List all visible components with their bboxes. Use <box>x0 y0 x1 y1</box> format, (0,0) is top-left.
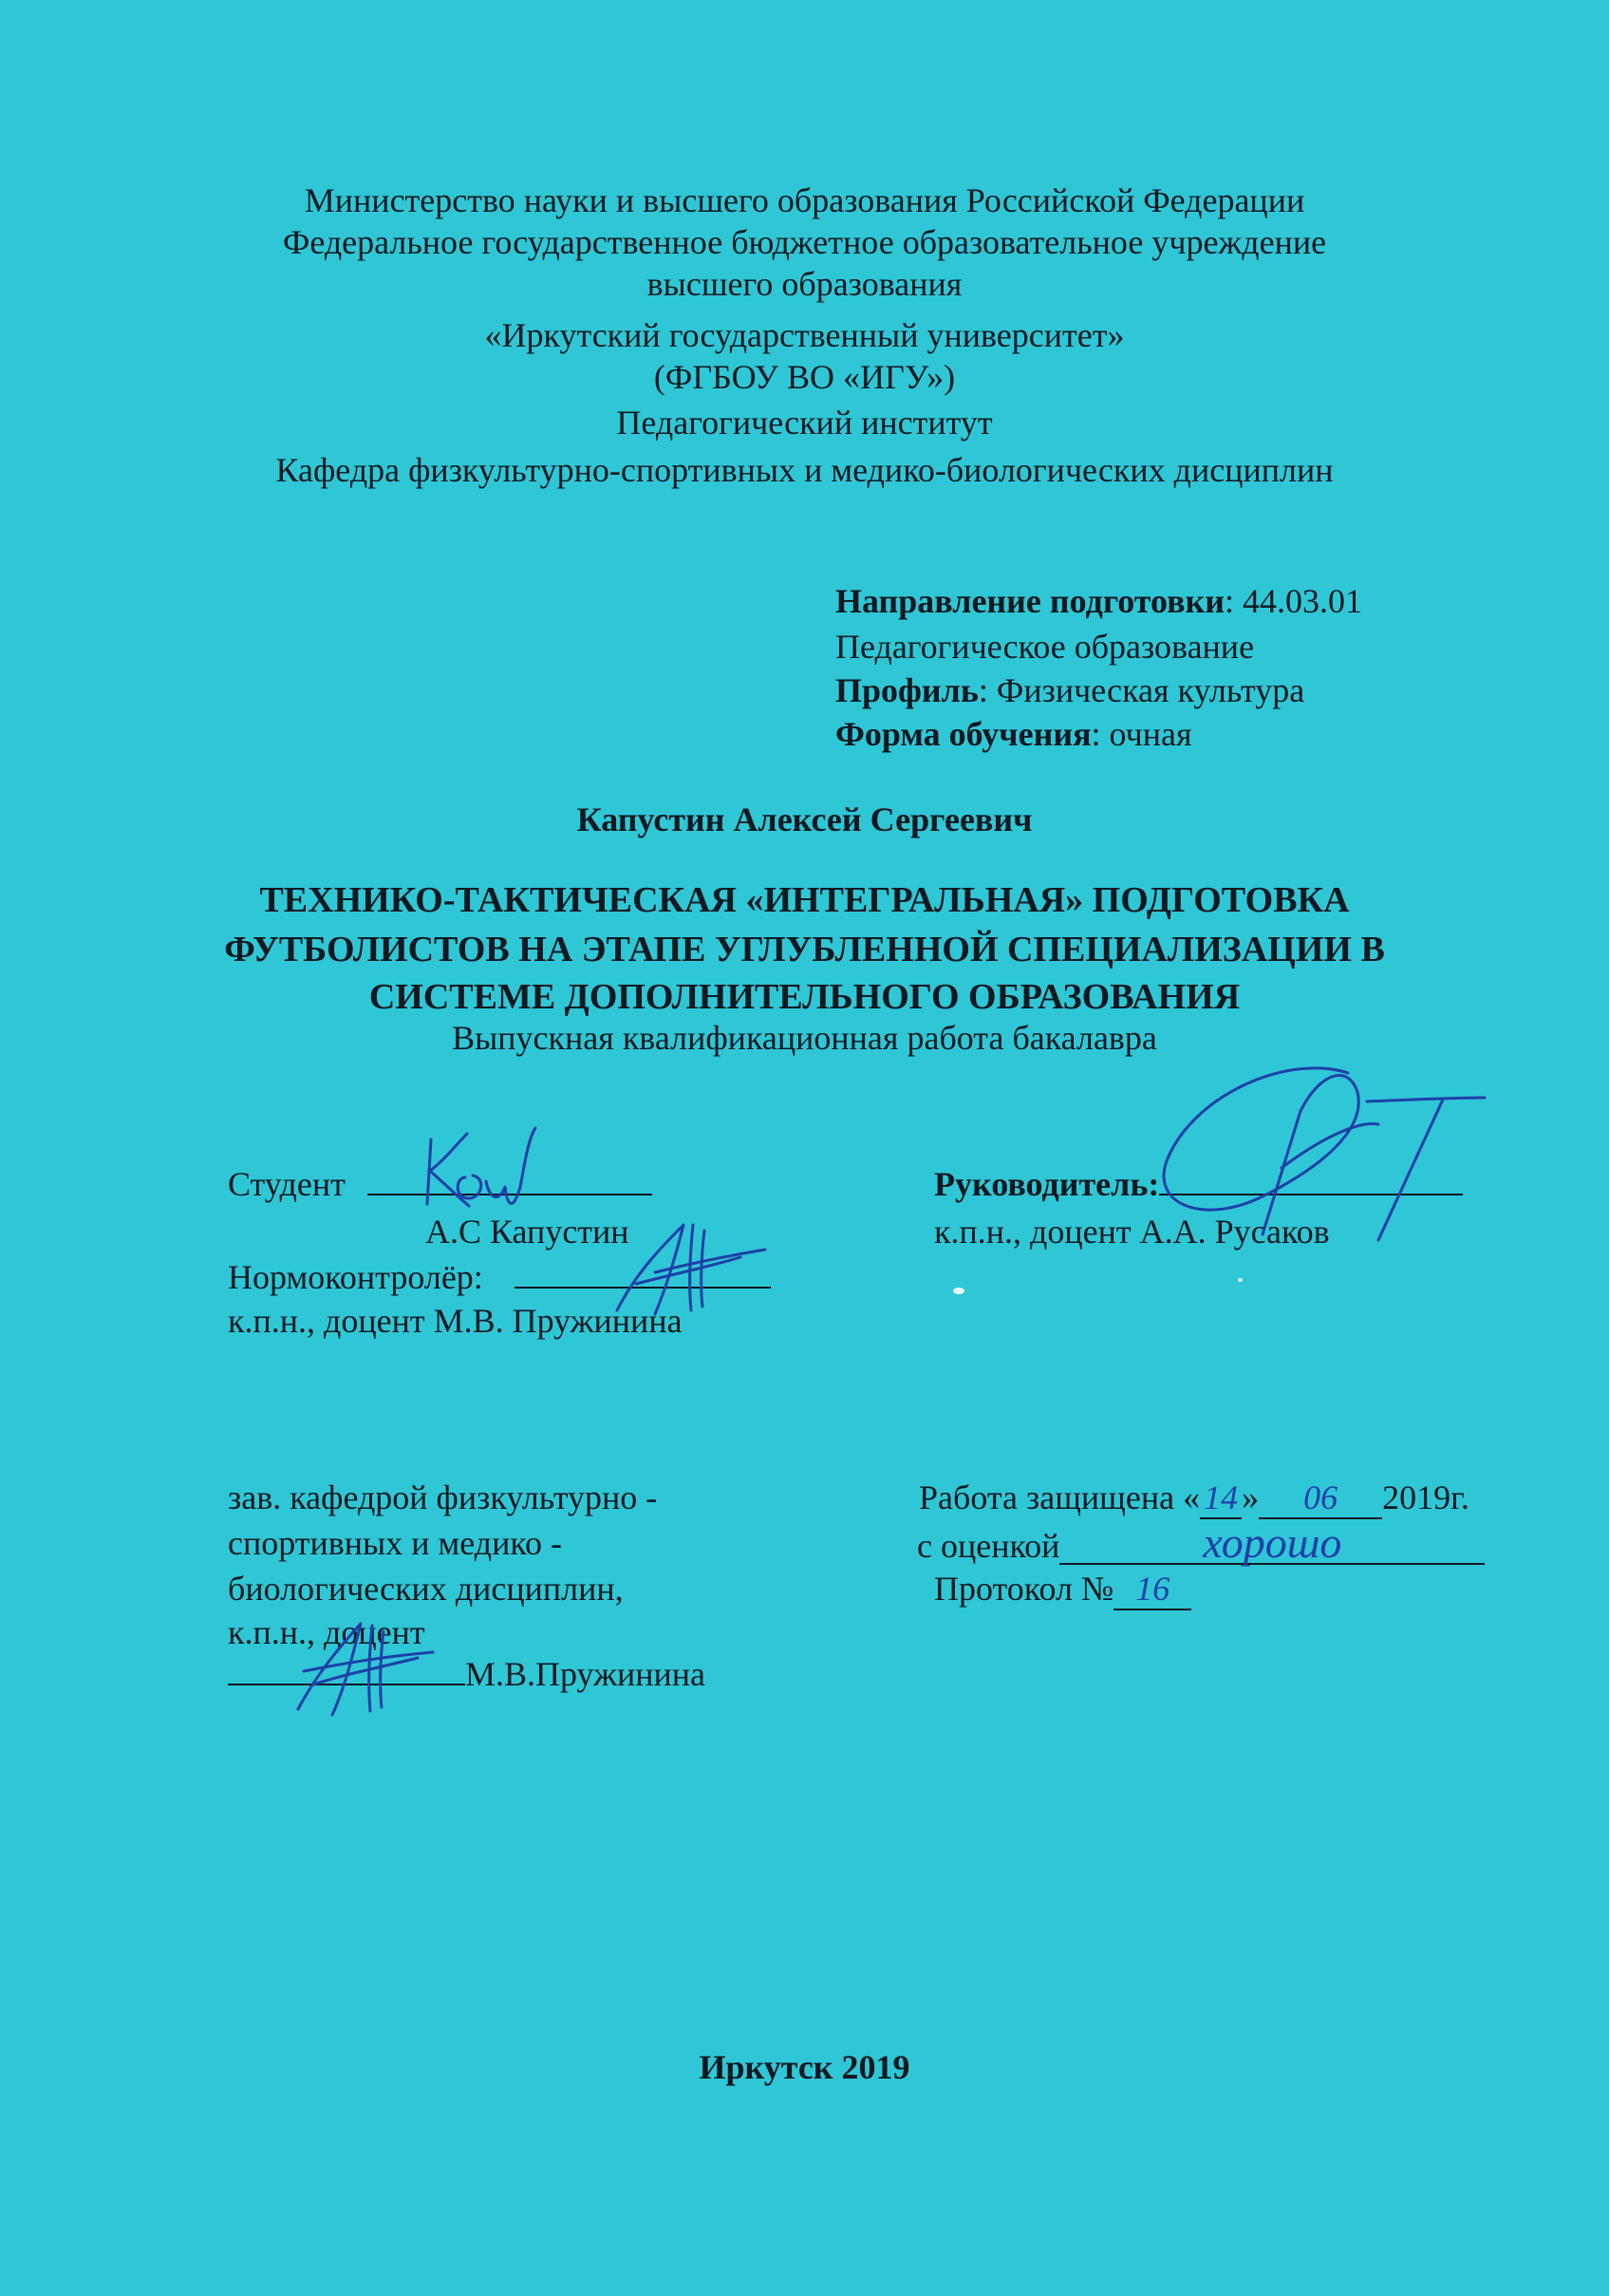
protocol-label: Протокол № <box>934 1570 1114 1608</box>
supervisor-signature-line <box>1159 1194 1463 1195</box>
student-signature-line <box>367 1194 652 1195</box>
month-sep: » <box>1242 1478 1260 1516</box>
student-name: А.С Капустин <box>425 1213 629 1251</box>
title-line-1: ТЕХНИКО-ТАКТИЧЕСКАЯ «ИНТЕГРАЛЬНАЯ» ПОДГОТОВКА <box>259 880 1350 920</box>
supervisor-name: к.п.н., доцент А.А. Русаков <box>934 1213 1330 1251</box>
head-signature-line <box>228 1684 465 1685</box>
protocol-number: 16 <box>1113 1569 1191 1610</box>
header-line-4: «Иркутский государственный университет» <box>484 316 1125 354</box>
student-label: Студент <box>228 1165 346 1203</box>
city-year: Иркутск 2019 <box>699 2048 910 2086</box>
header-line-2: Федеральное государственное бюджетное образовательное учреждение <box>282 223 1327 261</box>
profile-value: : Физическая культура <box>978 671 1305 709</box>
header-line-1: Министерство науки и высшего образования Российской Федерации <box>304 181 1305 219</box>
direction-value: : 44.03.01 <box>1225 582 1363 620</box>
author-name: Капустин Алексей Сергеевич <box>576 800 1033 838</box>
header-line-5: (ФГБОУ ВО «ИГУ») <box>653 358 956 396</box>
grade-value: хорошо <box>1059 1523 1485 1565</box>
form-value: : очная <box>1091 715 1192 753</box>
protocol-line <box>934 1569 1191 1610</box>
head-line-4: к.п.н., доцент <box>228 1613 425 1651</box>
supervisor-label: Руководитель: <box>934 1165 1160 1203</box>
form-label: Форма обучения <box>835 715 1092 753</box>
head-name: М.В.Пружинина <box>465 1655 705 1693</box>
header-line-3: высшего образования <box>646 265 963 303</box>
grade-label: с оценкой <box>917 1527 1060 1565</box>
head-sign-line <box>228 1654 705 1694</box>
supervisor-line <box>934 1164 1463 1204</box>
head-line-2: спортивных и медико - <box>228 1524 563 1562</box>
title-line-2: ФУТБОЛИСТОВ НА ЭТАПЕ УГЛУБЛЕННОЙ СПЕЦИАЛИЗАЦИИ В <box>224 930 1385 969</box>
normcontrol-signature-line <box>515 1287 771 1289</box>
protected-prefix: Работа защищена « <box>919 1478 1201 1516</box>
direction-value-cont: Педагогическое образование <box>835 628 1255 666</box>
profile-line <box>835 670 1304 710</box>
normcontrol-line <box>228 1257 771 1297</box>
thesis-subtitle: Выпускная квалификационная работа бакалавра <box>452 1019 1157 1057</box>
paper-speck <box>1238 1278 1243 1282</box>
defense-day: 14 <box>1200 1477 1242 1519</box>
head-line-1: зав. кафедрой физкультурно - <box>228 1478 658 1516</box>
title-line-3: СИСТЕМЕ ДОПОЛНИТЕЛЬНОГО ОБРАЗОВАНИЯ <box>368 977 1241 1017</box>
form-line <box>835 714 1192 754</box>
direction-line <box>835 581 1362 621</box>
defense-year: 2019г. <box>1382 1478 1469 1516</box>
student-line <box>228 1164 652 1204</box>
header-line-7: Кафедра физкультурно-спортивных и медико-биологических дисциплин <box>275 451 1334 489</box>
normcontrol-name: к.п.н., доцент М.В. Пружинина <box>228 1302 683 1340</box>
defense-protected-line <box>919 1477 1469 1519</box>
profile-label: Профиль <box>835 671 979 709</box>
normcontrol-label: Нормоконтролёр: <box>228 1258 483 1296</box>
grade-line <box>917 1518 1485 1567</box>
head-line-3: биологических дисциплин, <box>228 1570 624 1608</box>
header-line-6: Педагогический институт <box>616 404 993 442</box>
direction-label: Направление подготовки <box>835 582 1225 620</box>
defense-month: 06 <box>1259 1477 1382 1519</box>
paper-speck <box>953 1288 964 1294</box>
